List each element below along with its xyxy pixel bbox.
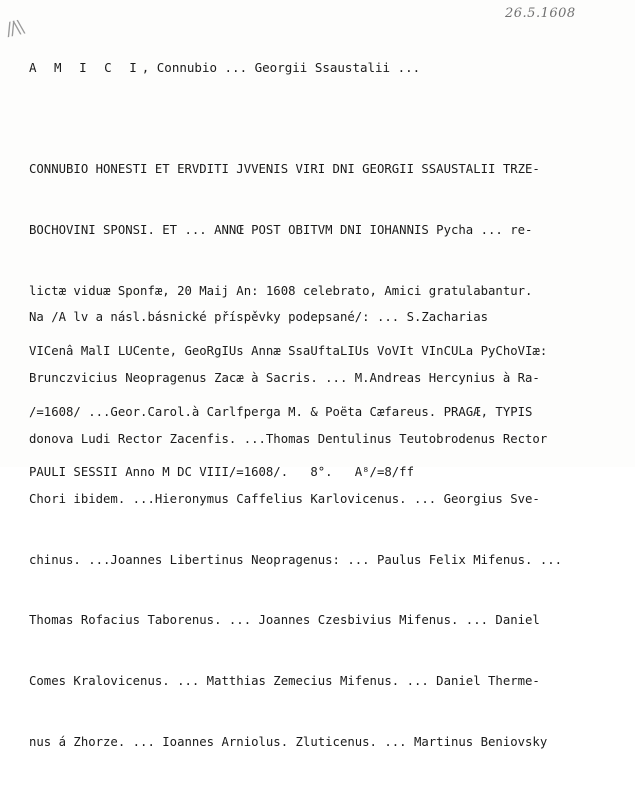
title-line: PAULI SESSII Anno M DC VIII/=1608/. 8°. A⁸/=8/ff	[29, 465, 414, 480]
margin-pencil-mark: //\\	[3, 16, 25, 41]
contents-line: Chori ibidem. ...Hieronymus Caffelius Karlovicenus. ... Georgius Sve-	[29, 492, 540, 507]
title-line: BOCHOVINI SPONSI. ET ... ANNŒ POST OBITVM DNI IOHANNIS Pycha ... re-	[29, 223, 533, 238]
contents-line: chinus. ...Joannes Libertinus Neopragenus: ... Paulus Felix Mifenus. ...	[29, 552, 563, 567]
contents-line: Comes Kralovicenus. ... Matthias Zemecius Mifenus. ... Daniel Therme-	[29, 674, 540, 689]
contents-line: Brunczvicius Neopragenus Zacæ à Sacris. ... M.Andreas Hercynius à Ra-	[29, 371, 540, 386]
contents-block	[29, 267, 562, 792]
title-line: VICenâ MalI LUCente, GeoRgIUs Annæ SsaUftaLIUs VoVIt VInCULa PyChoVIæ:	[29, 344, 548, 359]
title-line: /=1608/ ...Geor.Carol.à Carlfperga M. & Poëta Cæfareus. PRAGÆ, TYPIS	[29, 404, 533, 419]
card-heading	[29, 60, 420, 75]
title-line: lictæ viduæ Sponfæ, 20 Maij An: 1608 celebrato, Amici gratulabantur.	[29, 283, 533, 298]
contents-line: donova Ludi Rector Zacenfis. ...Thomas Dentulinus Teutobrodenus Rector	[29, 431, 548, 446]
heading-rest: , Connubio ... Georgii Ssaustalii ...	[141, 60, 421, 75]
title-line: CONNUBIO HONESTI ET ERVDITI JVVENIS VIRI DNI GEORGII SSAUSTALII TRZE-	[29, 162, 540, 177]
date-stamp: 26.5.1608	[505, 6, 576, 21]
contents-line: Thomas Rofacius Taborenus. ... Joannes Czesbivius Mifenus. ... Daniel	[29, 613, 540, 628]
contents-line: nus á Zhorze. ... Ioannes Arniolus. Zluticenus. ... Martinus Beniovsky	[29, 734, 548, 749]
heading-main: A M I C I	[29, 60, 142, 75]
contents-line: Na /A lv a násl.básnické příspěvky podepsané/: ... S.Zacharias	[29, 310, 489, 325]
